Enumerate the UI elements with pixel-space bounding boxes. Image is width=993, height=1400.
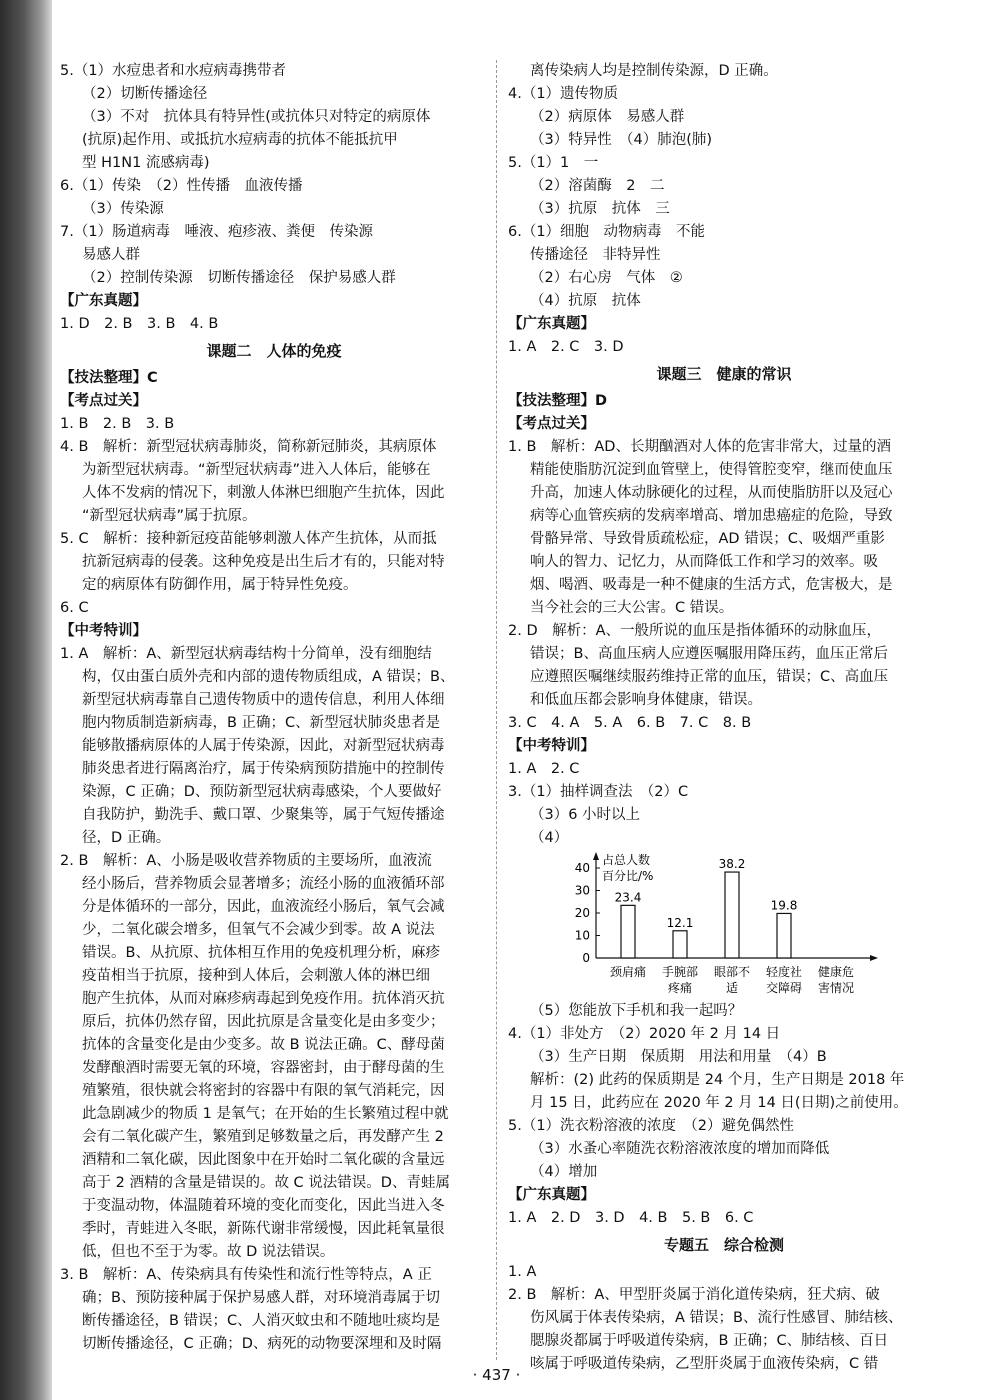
- right-line: （4）增加: [530, 1164, 598, 1180]
- left-line: 定的病原体有防御作用，属于特异性免疫。: [82, 577, 358, 593]
- right-line: 咳属于呼吸道传染病，乙型肝炎属于血液传染病，C 错: [530, 1356, 879, 1372]
- left-line: 6. C: [60, 600, 89, 616]
- right-line: 课题三 健康的常识: [656, 365, 792, 383]
- left-line: 2. B 解析：A、小肠是吸收营养物质的主要场所，血液流: [60, 853, 432, 869]
- right-line: 烟、喝酒、吸毒是一种不健康的生活方式，危害极大，是: [530, 577, 893, 593]
- left-line: 殖繁殖，很快就会将密封的容器中有限的氧气消耗完，因: [82, 1083, 445, 1099]
- right-line: 3. C 4. A 5. A 6. B 7. C 8. B: [508, 715, 752, 731]
- left-line: 会有二氧化碳产生，繁殖到足够数量之后，再发酵产生 2: [82, 1129, 444, 1145]
- left-line: 能够散播病原体的人属于传染源，因此，对新型冠状病毒: [82, 738, 445, 754]
- left-line: 自我防护，勤洗手、戴口罩、少聚集等，属于气短传播途: [82, 807, 445, 823]
- left-line: 此急剧减少的物质 1 是氧气；在开始的生长繁殖过程中就: [82, 1106, 449, 1122]
- left-line: 径，D 正确。: [82, 830, 171, 846]
- right-line: 解析：(2) 此药的保质期是 24 个月，生产日期是 2018 年: [530, 1072, 905, 1088]
- left-line: 4. B 解析：新型冠状病毒肺炎，简称新冠肺炎，其病原体: [60, 439, 437, 455]
- category-label: 疼痛: [667, 981, 693, 995]
- left-line: 为新型冠状病毒。“新型冠状病毒”进入人体后，能够在: [82, 462, 431, 478]
- left-line: 构，仅由蛋白质外壳和内部的遗传物质组成，A 错误；B、: [82, 669, 455, 685]
- left-line: 3. B 解析：A、传染病具有传染性和流行性等特点，A 正: [60, 1267, 432, 1283]
- left-line: 发酵酿酒时需要无氧的环境，容器密封，由于酵母菌的生: [82, 1060, 445, 1076]
- right-line: 4.（1）遗传物质: [508, 86, 619, 102]
- left-line: 【技法整理】C: [60, 370, 158, 386]
- y-tick-label: 10: [574, 928, 590, 943]
- right-line: 1. A 2. D 3. D 4. B 5. B 6. C: [508, 1210, 754, 1226]
- left-line: 【考点过关】: [60, 393, 147, 409]
- right-line: 当今社会的三大公害。C 错误。: [530, 600, 734, 616]
- right-line: 【广东真题】: [508, 316, 595, 332]
- right-line: （3）生产日期 保质期 用法和用量 （4）B: [530, 1049, 827, 1065]
- left-line: 【广东真题】: [60, 293, 147, 309]
- bar: [673, 931, 687, 958]
- right-line: 【考点过关】: [508, 416, 595, 432]
- right-line: （5）您能放下手机和我一起吗？: [530, 1003, 743, 1019]
- right-line: 3.（1）抽样调查法 （2）C: [508, 784, 689, 800]
- right-line: 1. A: [508, 1264, 537, 1280]
- bar: [725, 872, 739, 958]
- left-line: 5.（1）水痘患者和水痘病毒携带者: [60, 63, 287, 79]
- right-line: 6.（1）细胞 动物病毒 不能: [508, 224, 706, 240]
- right-line: 月 15 日，此药应在 2020 年 2 月 14 日(日期)之前使用。: [530, 1095, 908, 1111]
- x-axis-label-1: 健康危: [817, 965, 855, 979]
- y-axis-arrow: [593, 852, 599, 860]
- right-line: 病等心血管疾病的发病率增高、增加患癌症的危险，导致: [530, 508, 893, 524]
- category-label: 眼部不: [713, 965, 751, 979]
- category-label: 轻度社: [765, 965, 803, 979]
- right-line: 应遵照医嘱继续服药维持正常的血压，错误；C、高血压: [530, 669, 889, 685]
- left-line: 5. C 解析：接种新冠疫苗能够刺激人体产生抗体，从而抵: [60, 531, 437, 547]
- left-line: 新型冠状病毒靠自己遗传物质中的遗传信息，利用人体细: [82, 692, 445, 708]
- left-line: 【中考特训】: [60, 623, 147, 639]
- bar-value-label: 19.8: [770, 898, 798, 913]
- left-line: 染源，C 正确；D、预防新型冠状病毒感染，个人要做好: [82, 784, 442, 800]
- y-tick-label: 0: [582, 951, 590, 965]
- right-line: 5.（1）洗衣粉溶液的浓度 （2）避免偶然性: [508, 1118, 795, 1134]
- right-line: （2）右心房 气体 ②: [530, 270, 683, 286]
- right-line: （2）病原体 易感人群: [530, 109, 685, 125]
- left-line: 季时，青蛙进入冬眠，新陈代谢非常缓慢，因此耗氧量很: [82, 1221, 445, 1237]
- right-line: 升高，加速人体动脉硬化的过程，从而使脂肪肝以及冠心: [530, 485, 893, 501]
- left-line: （2）切断传播途径: [82, 86, 208, 102]
- left-line: （2）控制传染源 切断传播途径 保护易感人群: [82, 270, 396, 286]
- left-line: 人体不发病的情况下，刺激人体淋巴细胞产生抗体，因此: [82, 485, 445, 501]
- x-axis-label-2: 害情况: [817, 981, 855, 995]
- left-line: 抗新冠病毒的侵袭。这种免疫是出生后才有的，只能对特: [82, 554, 445, 570]
- left-column: [60, 60, 488, 1356]
- left-line: 少，二氧化碳会增多，但氧气不会减少到零。故 A 说法: [82, 922, 435, 938]
- left-line: 低，但也不至于为零。故 D 说法错误。: [82, 1244, 335, 1260]
- right-line: （3）6 小时以上: [530, 807, 641, 823]
- book-spine-shadow: [0, 0, 52, 1400]
- right-line: （4）抗原 抗体: [530, 293, 641, 309]
- left-line: 1. A 解析：A、新型冠状病毒结构十分简单，没有细胞结: [60, 646, 432, 662]
- right-line: 1. B 解析：AD、长期酗酒对人体的危害非常大，过量的酒: [508, 439, 891, 455]
- left-line: 1. D 2. B 3. B 4. B: [60, 316, 219, 332]
- bar: [777, 913, 791, 958]
- left-line: 经小肠后，营养物质会显著增多；流经小肠的血液循环部: [82, 876, 445, 892]
- right-line: 1. A 2. C 3. D: [508, 339, 624, 355]
- y-tick-label: 40: [574, 861, 590, 875]
- y-tick-label: 20: [574, 906, 590, 920]
- right-line: （3）抗原 抗体 三: [530, 201, 670, 217]
- y-axis-label-2: 百分比/%: [602, 869, 654, 883]
- left-line: 于变温动物，体温随着环境的变化而变化，因此当进入冬: [82, 1198, 445, 1214]
- left-line: 型 H1N1 流感病毒): [82, 155, 210, 171]
- right-line: 5.（1）1 一: [508, 155, 599, 171]
- right-line: 2. D 解析：A、一般所说的血压是指体循环的动脉血压，: [508, 623, 882, 639]
- left-line: “新型冠状病毒”属于抗原。: [82, 508, 257, 524]
- right-line: 2. B 解析：A、甲型肝炎属于消化道传染病，狂犬病、破: [508, 1287, 880, 1303]
- column-divider: [496, 60, 497, 1360]
- category-label: 适: [725, 981, 739, 995]
- right-line: 腮腺炎都属于呼吸道传染病，B 正确；C、肺结核、百日: [530, 1333, 889, 1349]
- health-hazard-bar-chart: [508, 850, 940, 1000]
- left-line: 胞内物质制造新病毒，B 正确；C、新型冠状肺炎患者是: [82, 715, 441, 731]
- right-line: 响人的智力、记忆力，从而降低工作和学习的效率。吸: [530, 554, 878, 570]
- left-line: （3）传染源: [82, 201, 164, 217]
- right-line: 4.（1）非处方 （2）2020 年 2 月 14 日: [508, 1026, 781, 1042]
- right-line: 骨骼异常、导致骨质疏松症，AD 错误；C、吸烟严重影: [530, 531, 885, 547]
- right-line: 【广东真题】: [508, 1187, 595, 1203]
- left-line: 错误。B、从抗原、抗体相互作用的免疫机理分析，麻疹: [82, 945, 440, 961]
- bar: [621, 905, 635, 958]
- left-line: 6.（1）传染 （2）性传播 血液传播: [60, 178, 303, 194]
- right-column: [508, 60, 940, 1376]
- left-line: 分是体循环的一部分，因此，血液流经小肠后，氧气会减: [82, 899, 445, 915]
- bar-value-label: 23.4: [614, 890, 642, 905]
- right-line: （3）水蚤心率随洗衣粉溶液浓度的增加而降低: [530, 1141, 830, 1157]
- left-line: 课题二 人体的免疫: [206, 342, 342, 360]
- left-line: 肺炎患者进行隔离治疗，属于传染病预防措施中的控制传: [82, 761, 445, 777]
- left-line: 疫苗相当于抗原，接种到人体后，会刺激人体的淋巴细: [82, 968, 430, 984]
- right-line: 【技法整理】D: [508, 393, 608, 409]
- right-line: 和低血压都会影响身体健康，错误。: [530, 692, 762, 708]
- page-number: · 437 ·: [472, 1366, 521, 1384]
- left-line: 胞产生抗体，从而对麻疹病毒起到免疫作用。抗体消灭抗: [82, 991, 445, 1007]
- right-line: （2）溶菌酶 2 二: [530, 178, 665, 194]
- left-line: 7.（1）肠道病毒 唾液、疱疹液、粪便 传染源: [60, 224, 374, 240]
- x-axis-arrow: [870, 955, 878, 961]
- bar-value-label: 12.1: [666, 915, 694, 930]
- category-label: 颈肩痛: [609, 965, 647, 979]
- left-line: 易感人群: [82, 247, 140, 263]
- y-tick-label: 30: [574, 883, 590, 898]
- chart-svg: [508, 850, 938, 1000]
- left-line: 断传播途径，B 错误；C、人消灭蚊虫和不随地吐痰均是: [82, 1313, 441, 1329]
- left-line: 原后，抗体仍然存留，因此抗原是含量变化是由多变少；: [82, 1014, 445, 1030]
- category-label: 交障碍: [765, 981, 803, 995]
- category-label: 手腕部: [661, 965, 699, 979]
- right-line: 专题五 综合检测: [663, 1236, 784, 1254]
- right-line: 1. A 2. C: [508, 761, 580, 777]
- left-line: 1. B 2. B 3. B: [60, 416, 175, 432]
- right-line: （3）特异性 （4）肺泡(肺): [530, 132, 713, 148]
- right-line: 离传染病人均是控制传染源，D 正确。: [530, 63, 778, 79]
- left-line: 切断传播途径，C 正确；D、病死的动物要深埋和及时隔: [82, 1336, 442, 1352]
- right-line: 【中考特训】: [508, 738, 595, 754]
- right-line: 错误；B、高血压病人应遵医嘱服用降压药，血压正常后: [530, 646, 888, 662]
- left-line: 酒精和二氧化碳，因此图象中在开始时二氧化碳的含量远: [82, 1152, 445, 1168]
- left-line: 抗体的含量变化是由少变多。故 B 说法正确。C、酵母菌: [82, 1037, 445, 1053]
- left-line: 高于 2 酒精的含量是错误的。故 C 说法错误。D、青蛙属: [82, 1175, 450, 1191]
- y-axis-label-1: 占总人数: [602, 853, 651, 867]
- left-line: 确；B、预防接种属于保护易感人群，对环境消毒属于切: [82, 1290, 440, 1306]
- left-line: (抗原)起作用、或抵抗水痘病毒的抗体不能抵抗甲: [82, 132, 398, 148]
- right-line: （4）: [530, 830, 569, 846]
- right-line: 伤风属于体表传染病，A 错误；B、流行性感冒、肺结核、: [530, 1310, 903, 1326]
- right-line: 传播途径 非特异性: [530, 247, 661, 263]
- right-line: 精能使脂肪沉淀到血管壁上，使得管腔变窄，继而使血压: [530, 462, 893, 478]
- bar-value-label: 38.2: [718, 857, 746, 872]
- left-line: （3）不对 抗体具有特异性(或抗体只对特定的病原体: [82, 109, 431, 125]
